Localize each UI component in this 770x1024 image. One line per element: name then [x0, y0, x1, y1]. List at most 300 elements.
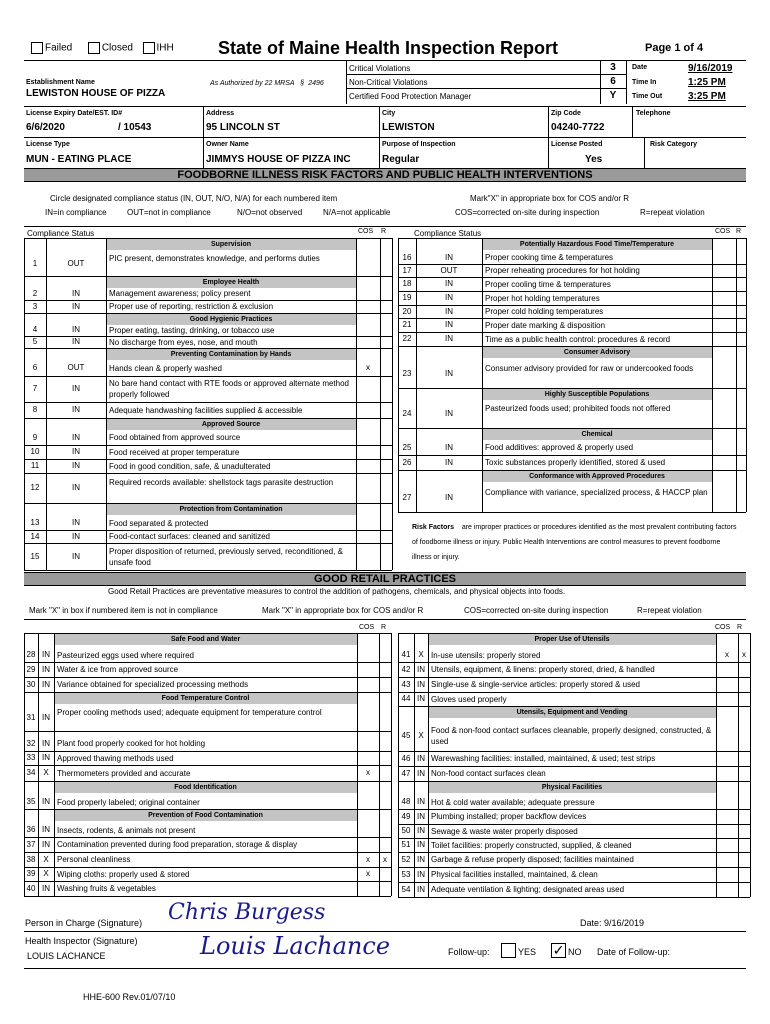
- rule: [398, 751, 750, 752]
- legend-r: R=repeat violation: [640, 208, 705, 217]
- item-description: Toilet facilities: properly constructed, supplied, & cleaned: [431, 840, 632, 850]
- item-status: IN: [417, 840, 425, 849]
- item-description: Warewashing facilities: installed, maintained, & used; test strips: [431, 754, 656, 763]
- item-status: X: [43, 854, 49, 864]
- item-status: IN: [445, 442, 453, 452]
- column-rule: [750, 633, 751, 897]
- item-description: Proper cooling time & temperatures: [485, 279, 611, 289]
- column-rule: [716, 633, 717, 897]
- item-status: IN: [42, 883, 50, 893]
- item-description: Adequate handwashing facilities supplied & accessible: [109, 405, 303, 415]
- rule: [398, 867, 750, 868]
- item-status: IN: [42, 839, 50, 849]
- item-number: 37: [26, 839, 36, 849]
- column-rule: [736, 238, 737, 512]
- rule: [24, 852, 391, 853]
- item-description: Proper date marking & disposition: [485, 320, 606, 330]
- time-in-label: Time In: [632, 79, 657, 86]
- item-description: Non-food contact surfaces clean: [431, 769, 546, 778]
- column-rule: [356, 238, 357, 570]
- pic-signature: Chris Burgess: [168, 900, 326, 925]
- item-description: Time as a public health control: procedures & record: [485, 334, 671, 344]
- item-description: Proper use of reporting, restriction & exclusion: [109, 302, 274, 311]
- rule: [24, 503, 392, 504]
- date-label: Date: [632, 64, 648, 71]
- item-status: IN: [417, 694, 425, 703]
- item-number: 30: [26, 679, 36, 689]
- item-status: IN: [445, 306, 453, 316]
- item-description: Utensils, equipment, & linens: properly stored, dried, & handled: [431, 665, 655, 674]
- followup-date-label: Date of Follow-up:: [597, 947, 671, 957]
- retail-instr-3: COS=corrected on-site during inspection: [464, 606, 609, 615]
- item-status: IN: [42, 825, 50, 834]
- compliance-status-header-right: Compliance Status: [414, 229, 482, 238]
- item-status: IN: [445, 279, 453, 288]
- signature-date: Date: 9/16/2019: [580, 918, 645, 928]
- section-header: Physical Facilities: [428, 782, 716, 793]
- column-rule: [379, 633, 380, 896]
- item-description: Hot & cold water available; adequate pressure: [431, 797, 595, 807]
- foodborne-title: FOODBORNE ILLNESS RISK FACTORS AND PUBLIC HEALTH INTERVENTIONS: [24, 168, 746, 182]
- item-status: X: [43, 768, 49, 777]
- page-title: State of Maine Health Inspection Report: [218, 38, 559, 58]
- rule: [24, 376, 392, 377]
- item-number: 27: [402, 492, 412, 502]
- item-cos-mark: x: [366, 869, 370, 878]
- item-status: IN: [72, 384, 80, 393]
- item-status: IN: [72, 518, 80, 527]
- item-status: IN: [72, 447, 80, 456]
- item-description: Food properly labeled; original container: [57, 797, 200, 807]
- item-description: Consumer advisory provided for raw or undercooked foods: [485, 364, 694, 373]
- item-status: OUT: [67, 363, 85, 372]
- rule: [398, 897, 750, 898]
- cfpm-value: Y: [609, 90, 617, 101]
- rule: [398, 662, 750, 663]
- item-number: 38: [26, 854, 36, 864]
- compliance-status-header-left: Compliance Status: [27, 229, 95, 238]
- rule: [24, 473, 392, 474]
- column-rule: [38, 633, 39, 896]
- risk-factors-text: are improper practices or procedures identified as the most prevalent contributing factors of foodborne illness or injury. Public Health Interventions are control measures to prevent foodborne illness or injury.: [412, 524, 737, 561]
- section-header: Food Identification: [54, 782, 357, 793]
- item-description: Garbage & refuse properly disposed; facilities maintained: [431, 855, 634, 864]
- item-number: 47: [401, 768, 411, 778]
- establishment-id: / 10543: [118, 122, 152, 133]
- column-rule: [746, 238, 747, 512]
- item-description: Compliance with variance, specialized process, & HACCP plan: [485, 487, 708, 497]
- inspector-signature-label: Health Inspector (Signature): [25, 936, 138, 946]
- rule: [24, 837, 391, 838]
- rule: [398, 781, 750, 782]
- item-description: Food additives: approved & properly used: [485, 443, 634, 452]
- column-rule: [24, 238, 25, 570]
- item-number: 36: [26, 825, 36, 834]
- rule: [398, 512, 746, 513]
- item-status: IN: [417, 826, 425, 835]
- column-rule: [712, 238, 713, 512]
- item-status: X: [418, 731, 424, 740]
- risk-factors-note: [412, 520, 737, 565]
- item-description: No bare hand contact with RTE foods or approved alternate method properly followed: [109, 379, 349, 399]
- retail-instr-1: Mark "X" in box if numbered item is not in compliance: [29, 606, 218, 615]
- item-number: 6: [32, 363, 38, 372]
- item-number: 21: [402, 320, 412, 329]
- time-out-label: Time Out: [632, 93, 663, 100]
- column-rule: [392, 238, 393, 570]
- retail-title: GOOD RETAIL PRACTICES: [24, 572, 746, 586]
- foodborne-instr-left: Circle designated compliance status (IN, OUT, N/O, N/A) for each numbered item: [50, 194, 338, 203]
- column-rule: [428, 633, 429, 897]
- item-status: IN: [445, 369, 453, 378]
- item-description: Food in good condition, safe, & unadulterated: [109, 461, 271, 471]
- item-description: Required records available: shellstock tags parasite destruction: [109, 478, 334, 487]
- column-rule: [398, 633, 399, 897]
- establishment-value: LEWISTON HOUSE OF PIZZA: [26, 88, 166, 99]
- rule: [398, 470, 746, 471]
- item-description: Proper disposition of returned, previously served, reconditioned, & unsafe food: [109, 546, 343, 567]
- item-status: IN: [445, 320, 453, 329]
- item-description: Washing fruits & vegetables: [57, 884, 156, 893]
- rule: [398, 677, 750, 678]
- rule: [24, 633, 391, 634]
- item-number: 14: [30, 531, 40, 541]
- item-status: IN: [72, 461, 80, 470]
- item-status: IN: [445, 409, 453, 418]
- item-number: 26: [402, 457, 412, 467]
- item-number: 28: [26, 650, 36, 659]
- rule: [398, 809, 750, 810]
- item-number: 40: [26, 883, 36, 893]
- inspector-name: LOUIS LACHANCE: [27, 951, 106, 961]
- section-header: Food Temperature Control: [54, 693, 357, 704]
- item-number: 41: [401, 650, 411, 659]
- section-header: Good Hygienic Practices: [106, 314, 356, 325]
- item-description: Proper cold holding temperatures: [485, 307, 604, 316]
- column-rule: [414, 633, 415, 897]
- item-description: Food obtained from approved source: [109, 433, 241, 442]
- item-number: 2: [32, 288, 38, 298]
- item-number: 8: [32, 405, 38, 414]
- item-status: IN: [72, 483, 80, 492]
- item-description: Single-use & single-service articles: properly stored & used: [431, 680, 640, 689]
- license-type-value: MUN - EATING PLACE: [26, 154, 132, 165]
- legend-out: OUT=not in compliance: [127, 208, 211, 217]
- item-number: 24: [402, 409, 412, 418]
- item-description: Pasteurized eggs used where required: [57, 650, 194, 660]
- item-description: Contamination prevented during food preparation, storage & display: [57, 840, 298, 849]
- item-number: 19: [402, 293, 412, 302]
- item-description: Hands clean & properly washed: [109, 363, 222, 373]
- column-rule: [357, 633, 358, 896]
- rule: [24, 677, 391, 678]
- item-description: Water & ice from approved source: [57, 665, 179, 674]
- item-status: IN: [417, 869, 425, 879]
- legend-in: IN=in compliance: [45, 208, 107, 217]
- item-number: 1: [32, 258, 38, 268]
- rule: [24, 809, 391, 810]
- closed-checkbox[interactable]: [88, 42, 100, 54]
- item-number: 51: [401, 840, 411, 849]
- license-expiry-value: 6/6/2020: [26, 122, 65, 133]
- item-number: 39: [26, 869, 36, 878]
- section-header: Employee Health: [106, 277, 356, 288]
- ihh-checkbox[interactable]: [143, 42, 155, 54]
- item-status: IN: [42, 797, 50, 806]
- rule: [398, 455, 746, 456]
- license-posted-value: Yes: [585, 154, 603, 165]
- item-number: 7: [32, 384, 38, 393]
- inspector-signature: Louis Lachance: [200, 932, 391, 960]
- item-description: In-use utensils: properly stored: [431, 650, 541, 660]
- ihh-label: IHH: [156, 42, 174, 54]
- cfpm-label: Certified Food Protection Manager: [349, 92, 472, 101]
- item-status: IN: [42, 679, 50, 689]
- section-header: Potentially Hazardous Food Time/Temperature: [482, 239, 712, 250]
- column-rule: [416, 238, 417, 512]
- section-header: Highly Susceptible Populations: [482, 389, 712, 400]
- column-rule: [391, 633, 392, 896]
- section-header: Utensils, Equipment and Vending: [428, 707, 716, 718]
- item-status: IN: [72, 337, 80, 346]
- item-description: Approved thawing methods used: [57, 753, 174, 763]
- item-description: PIC present, demonstrates knowledge, and performs duties: [109, 253, 320, 263]
- item-number: 5: [32, 337, 38, 346]
- telephone-label: Telephone: [636, 110, 671, 117]
- rule: [398, 882, 750, 883]
- item-description: Food received at proper temperature: [109, 447, 240, 457]
- form-id: HHE-600 Rev.01/07/10: [83, 992, 176, 1002]
- address-value: 95 LINCOLN ST: [206, 122, 280, 133]
- item-number: 35: [26, 797, 36, 806]
- column-rule: [482, 238, 483, 512]
- item-description: Insects, rodents, & animals not present: [57, 825, 196, 835]
- item-number: 53: [401, 869, 411, 879]
- rule: [24, 662, 391, 663]
- item-status: IN: [417, 884, 425, 894]
- section-header: Conformance with Approved Procedures: [482, 471, 712, 482]
- purpose-value: Regular: [382, 154, 420, 165]
- item-number: 54: [401, 884, 411, 894]
- rule: [24, 543, 392, 544]
- rule: [398, 633, 750, 634]
- item-number: 23: [402, 369, 412, 378]
- item-description: Food & non-food contact surfaces cleanable, properly designed, constructed, & used: [431, 726, 712, 746]
- rule: [398, 238, 746, 239]
- rule: [398, 766, 750, 767]
- item-status: IN: [72, 301, 80, 311]
- section-header: Chemical: [482, 429, 712, 440]
- license-type-label: License Type: [26, 141, 70, 148]
- item-number: 13: [30, 518, 40, 527]
- column-rule: [380, 238, 381, 570]
- rule: [24, 731, 391, 732]
- item-number: 25: [402, 442, 412, 452]
- item-number: 11: [30, 461, 40, 470]
- page-number: Page 1 of 4: [645, 42, 704, 54]
- item-description: Adequate ventilation & lighting; designated areas used: [431, 885, 625, 894]
- item-description: Proper eating, tasting, drinking, or tobacco use: [109, 325, 275, 335]
- item-description: Food separated & protected: [109, 518, 209, 528]
- rule: [24, 348, 392, 349]
- item-number: 44: [401, 694, 411, 703]
- item-number: 10: [30, 447, 40, 456]
- address-label: Address: [206, 110, 235, 117]
- rule: [24, 692, 391, 693]
- rule: [24, 570, 392, 571]
- item-description: Pasteurized foods used; prohibited foods not offered: [485, 404, 671, 413]
- item-status: IN: [417, 854, 425, 864]
- owner-label: Owner Name: [206, 141, 249, 148]
- date-value: 9/16/2019: [688, 63, 733, 74]
- item-description: Food-contact surfaces: cleaned and sanitized: [109, 532, 270, 541]
- column-rule: [54, 633, 55, 896]
- item-number: 33: [26, 753, 36, 762]
- section-header: Approved Source: [106, 419, 356, 430]
- item-description: Proper hot holding temperatures: [485, 293, 600, 303]
- rule: [24, 402, 392, 403]
- column-rule: [738, 633, 739, 897]
- item-status: IN: [72, 405, 80, 414]
- item-number: 32: [26, 738, 36, 748]
- rule: [398, 346, 746, 347]
- item-status: X: [418, 650, 424, 659]
- rule: [24, 276, 392, 277]
- followup-no-checkbox[interactable]: ✓: [552, 942, 565, 958]
- item-status: IN: [72, 551, 80, 561]
- zip-value: 04240-7722: [551, 122, 605, 133]
- owner-value: JIMMYS HOUSE OF PIZZA INC: [206, 154, 351, 165]
- item-status: IN: [42, 664, 50, 674]
- item-cos-mark: x: [725, 650, 729, 659]
- item-description: Plant food properly cooked for hot holding: [57, 739, 206, 748]
- item-number: 48: [401, 797, 411, 806]
- item-number: 29: [26, 664, 36, 674]
- item-cos-mark: x: [366, 768, 370, 777]
- column-rule: [24, 633, 25, 896]
- section-header: Supervision: [106, 239, 356, 250]
- item-description: No discharge from eyes, nose, and mouth: [109, 337, 258, 347]
- r-header-right: R: [736, 228, 742, 235]
- item-number: 52: [401, 854, 411, 864]
- purpose-label: Purpose of Inspection: [382, 141, 456, 148]
- item-status: IN: [72, 325, 80, 334]
- item-description: Management awareness; policy present: [109, 289, 251, 298]
- column-rule: [398, 238, 399, 512]
- item-number: 12: [30, 483, 40, 492]
- foodborne-instr-right: Mark"X" in appropriate box for COS and/or R: [470, 194, 630, 203]
- critical-violations-label: Critical Violations: [349, 64, 411, 73]
- city-label: City: [382, 110, 396, 117]
- authorized-text: As Authorized by 22 MRSA § 2496: [210, 80, 324, 87]
- item-status: IN: [445, 293, 453, 302]
- r-header-left: R: [381, 228, 387, 235]
- item-status: OUT: [440, 265, 458, 275]
- item-status: IN: [42, 738, 50, 748]
- retail-r-right: R: [737, 624, 743, 631]
- retail-cos-right: COS: [715, 624, 731, 631]
- retail-instr-2: Mark "X" in appropriate box for COS and/or R: [262, 606, 424, 615]
- item-number: 31: [26, 713, 36, 722]
- legend-na: N/A=not applicable: [323, 208, 391, 217]
- item-status: IN: [42, 713, 50, 722]
- item-description: Variance obtained for specialized processing methods: [57, 680, 249, 689]
- critical-violations-count: 3: [610, 62, 616, 73]
- item-number: 45: [401, 731, 411, 740]
- legend-no: N/O=not observed: [237, 208, 303, 217]
- item-number: 16: [402, 252, 412, 262]
- item-description: Thermometers provided and accurate: [57, 768, 191, 778]
- item-number: 34: [26, 768, 36, 777]
- zip-label: Zip Code: [551, 110, 581, 117]
- item-description: Wiping cloths: properly used & stored: [57, 869, 190, 879]
- rule: [398, 706, 750, 707]
- followup-label: Follow-up:: [448, 947, 490, 957]
- item-number: 20: [402, 306, 412, 316]
- license-expiry-label: License Expiry Date/EST. ID#: [26, 110, 123, 117]
- rule: [398, 428, 746, 429]
- failed-label: Failed: [45, 42, 73, 54]
- rule: [398, 388, 746, 389]
- rule: [24, 896, 391, 897]
- followup-no-label: NO: [568, 947, 582, 957]
- item-number: 18: [402, 279, 412, 288]
- item-description: Gloves used properly: [431, 694, 507, 704]
- retail-instr-4: R=repeat violation: [637, 606, 702, 615]
- retail-cos-left: COS: [359, 624, 375, 631]
- item-status: IN: [445, 492, 453, 502]
- item-description: Proper cooking time & temperatures: [485, 253, 614, 262]
- retail-r-left: R: [381, 624, 387, 631]
- section-header: Prevention of Food Contamination: [54, 810, 357, 821]
- item-status: IN: [417, 679, 425, 689]
- cos-header-left: COS: [358, 228, 374, 235]
- item-status: IN: [445, 252, 453, 262]
- item-status: IN: [417, 664, 425, 674]
- item-status: IN: [72, 531, 80, 541]
- item-status: IN: [445, 457, 453, 467]
- item-status: X: [43, 869, 49, 878]
- item-description: Physical facilities installed, maintained, & clean: [431, 870, 598, 879]
- followup-yes-label: YES: [518, 947, 537, 957]
- failed-checkbox[interactable]: [31, 42, 43, 54]
- item-number: 50: [401, 826, 411, 835]
- cos-header-right: COS: [715, 228, 731, 235]
- rule: [24, 418, 392, 419]
- column-rule: [46, 238, 47, 570]
- rule: [24, 765, 391, 766]
- time-out-value: 3:25 PM: [688, 91, 726, 102]
- section-header: Preventing Contamination by Hands: [106, 349, 356, 360]
- time-in-value: 1:25 PM: [688, 77, 726, 88]
- item-status: IN: [72, 432, 80, 442]
- followup-yes-checkbox[interactable]: [501, 943, 516, 958]
- item-status: IN: [42, 650, 50, 659]
- item-number: 42: [401, 664, 411, 674]
- section-header: Safe Food and Water: [54, 634, 357, 645]
- item-description: Sewage & waste water properly disposed: [431, 826, 578, 836]
- item-number: 9: [32, 432, 38, 442]
- noncritical-violations-label: Non-Critical Violations: [349, 78, 428, 87]
- item-number: 17: [402, 265, 412, 275]
- item-description: Plumbing installed; proper backflow devices: [431, 812, 587, 821]
- item-status: IN: [417, 753, 425, 763]
- rule: [24, 313, 392, 314]
- section-header: Proper Use of Utensils: [428, 634, 716, 645]
- item-status: IN: [417, 811, 425, 821]
- item-status: IN: [445, 334, 453, 343]
- item-description: Personal cleanliness: [57, 855, 131, 864]
